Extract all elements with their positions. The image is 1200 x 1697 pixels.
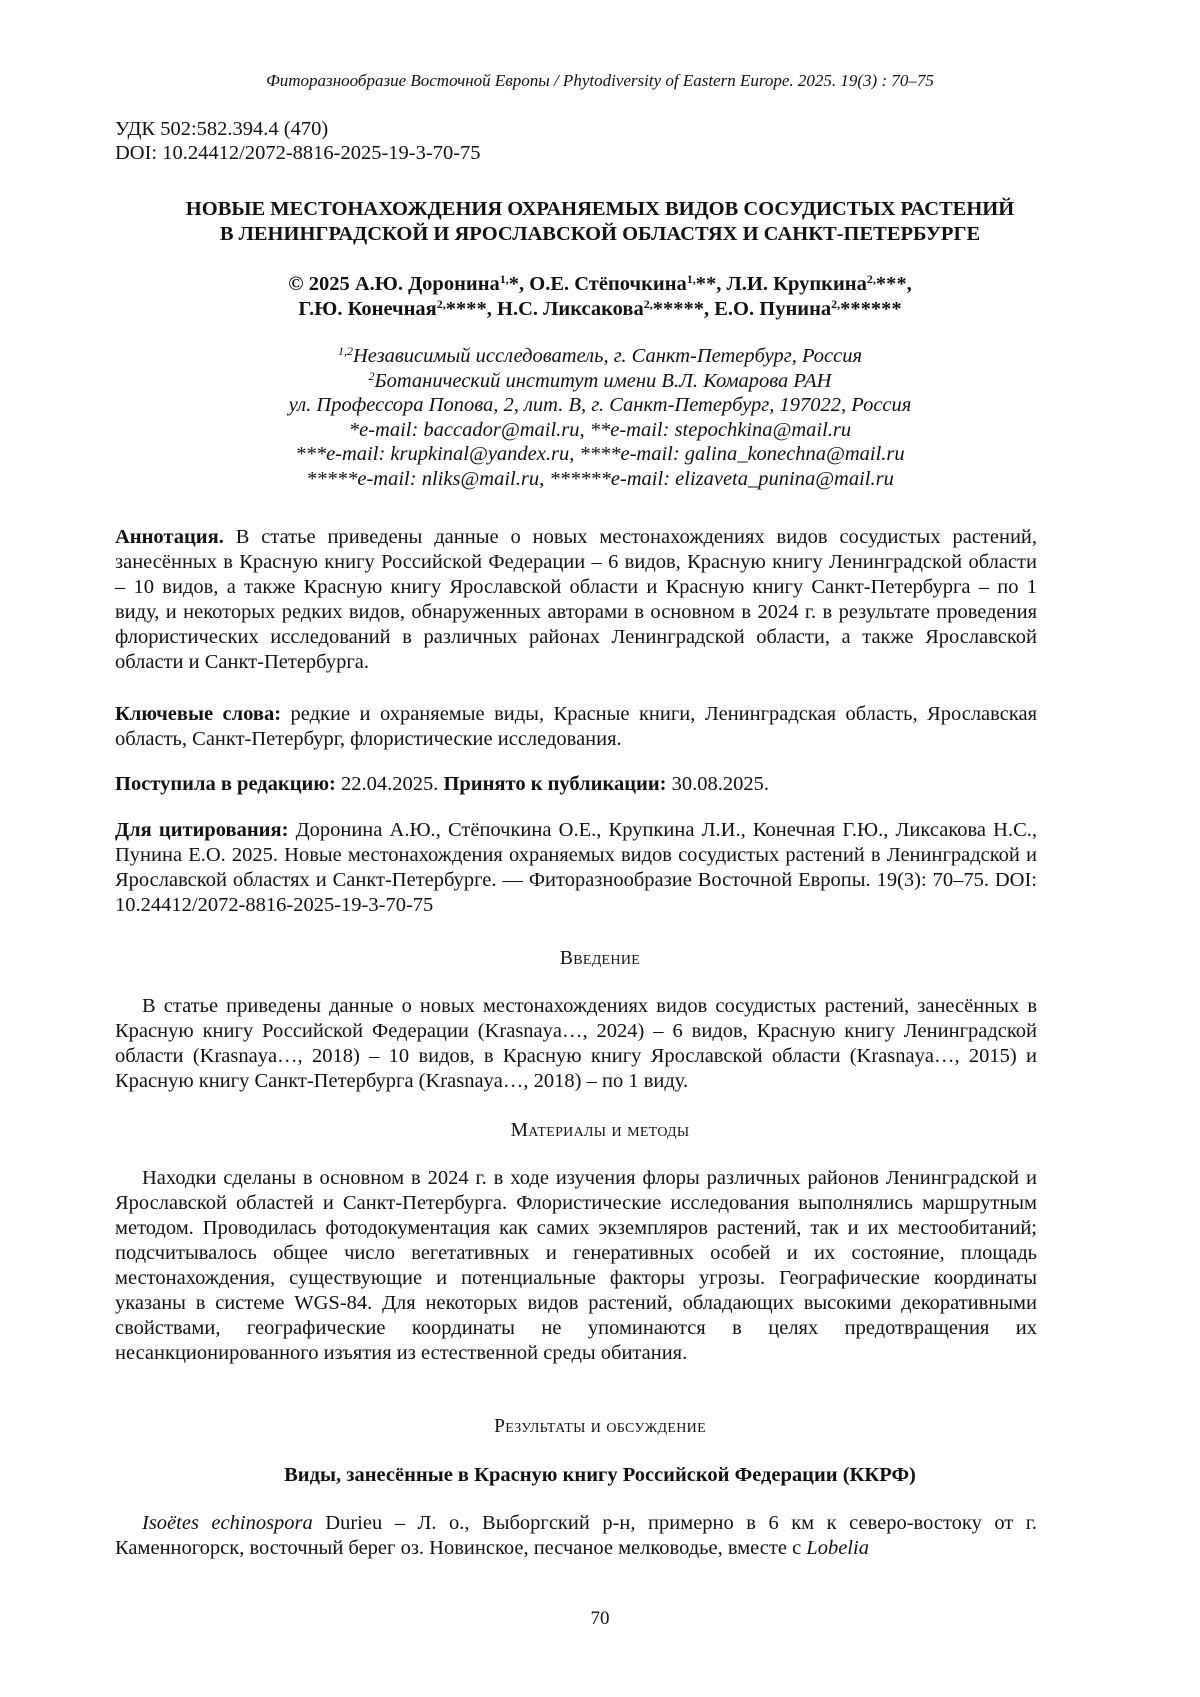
author-name: Г.Ю. Конечная [298, 298, 436, 320]
section-heading-methods: Материалы и методы [0, 1118, 1200, 1143]
email-line: *e-mail: baccador@mail.ru, **e-mail: stepochkina@mail.ru [80, 418, 1120, 443]
author-affil-sup: 2, [867, 272, 876, 286]
author-affil-sup: 2, [437, 297, 446, 311]
citation-text: Доронина А.Ю., Стёпочкина О.Е., Крупкина Л.И., Конечная Г.Ю., Ликсакова Н.С., Пунина Е.О. 2025. Новые местонахождения охраняемых видов сосудистых растений в Ленинградской и Ярославской областях и Санкт-Петербурге. — Фиторазнообразие Восточной Европы. 19(3): 70–75. DOI: 10.24412/2072-8816-2025-19-3-70-75 [115, 819, 1037, 916]
citation-label: Для цитирования: [115, 819, 288, 841]
received-date: 22.04.2025. [341, 773, 438, 795]
author-name: Л.И. Крупкина [721, 273, 866, 295]
author-affil-sup: 1, [687, 272, 696, 286]
affiliations [80, 344, 1120, 491]
email-line: ***e-mail: krupkinal@yandex.ru, ****e-mail: galina_konechna@mail.ru [80, 442, 1120, 467]
author-mark: ****, [446, 298, 492, 320]
intro-paragraph: В статье приведены данные о новых местонахождениях видов сосудистых растений, занесённых в Красную книгу Российской Федерации (Krasnaya…, 2024) – 6 видов, Красную книгу Ленинградской области (Krasnaya…, 2018) – 10 видов, в Красную книгу Ярославской области (Krasnaya…, 2015) и Красную книгу Санкт-Петербурга (Krasnaya…, 2018) – по 1 виду. [115, 994, 1037, 1094]
author-list [80, 272, 1120, 322]
species-name: Lobelia [806, 1537, 869, 1559]
author-mark: *, [509, 273, 524, 295]
page-number: 70 [0, 1606, 1200, 1631]
results-text: Durieu – Л. о., Выборгский р-н, примерно в 6 км к северо-востоку от г. Каменногорск, восточный берег оз. Новинское, песчаное мелководье, вместе с [115, 1512, 1037, 1559]
results-paragraph [115, 1511, 1037, 1561]
title-line-2: В ЛЕНИНГРАДСКОЙ И ЯРОСЛАВСКОЙ ОБЛАСТЯХ И САНКТ-ПЕТЕРБУРГЕ [80, 222, 1120, 247]
methods-paragraph: Находки сделаны в основном в 2024 г. в ходе изучения флоры различных районов Ленинградской и Ярославской областей и Санкт-Петербурга. Флористические исследования выполнялись маршрутным методом. Проводилась фотодокументация как самих экземпляров растений, так и их местообитаний; подсчитывалось общее число вегетативных и генеративных особей и их состояние, площадь местонахождения, существующие и потенциальные факторы угрозы. Географические координаты указаны в системе WGS-84. Для некоторых видов растений, обладающих высокими декоративными свойствами, географические координаты не упоминаются в целях предотвращения их несанкционированного изъятия из естественной среды обитания. [115, 1166, 1037, 1366]
accepted-label: Принято к публикации: [443, 773, 666, 795]
affiliation-line [80, 344, 1120, 369]
author-affil-sup: 2, [644, 297, 653, 311]
section-heading-results: Результаты и обсуждение [0, 1414, 1200, 1439]
title-line-1: НОВЫЕ МЕСТОНАХОЖДЕНИЯ ОХРАНЯЕМЫХ ВИДОВ СОСУДИСТЫХ РАСТЕНИЙ [80, 197, 1120, 222]
dates [115, 772, 1037, 797]
author-affil-sup: 2, [831, 297, 840, 311]
keywords [115, 702, 1037, 752]
author-affil-sup: 1, [500, 272, 509, 286]
journal-page [0, 0, 1200, 1697]
affiliation-sup: 1,2 [338, 344, 353, 358]
udk-line: УДК 502:582.394.4 (470) [115, 117, 1037, 142]
article-title [80, 197, 1120, 247]
keywords-text: редкие и охраняемые виды, Красные книги, Ленинградская область, Ярославская область, Санкт-Петербург, флористические исследования. [115, 703, 1037, 750]
citation [115, 818, 1037, 918]
email-line: *****e-mail: nliks@mail.ru, ******e-mail: elizaveta_punina@mail.ru [80, 467, 1120, 492]
abstract-label: Аннотация. [115, 526, 224, 548]
subsection-heading: Виды, занесённые в Красную книгу Российской Федерации (ККРФ) [0, 1463, 1200, 1488]
author-mark: *****, [653, 298, 709, 320]
author-name: Н.С. Ликсакова [492, 298, 644, 320]
author-line-1 [80, 272, 1120, 297]
keywords-label: Ключевые слова: [115, 703, 281, 725]
section-heading-intro: Введение [0, 946, 1200, 971]
accepted-date: 30.08.2025. [672, 773, 769, 795]
author-name: Е.О. Пунина [709, 298, 831, 320]
affiliation-sup: 2 [369, 369, 375, 383]
author-line-2 [80, 297, 1120, 322]
author-name: © 2025 А.Ю. Доронина [288, 273, 500, 295]
affiliation-text: Ботанический институт имени В.Л. Комарова РАН [375, 370, 832, 392]
affiliation-line [80, 369, 1120, 394]
author-mark: ****** [840, 298, 902, 320]
author-mark: **, [696, 273, 722, 295]
species-name: Isoëtes echinospora [142, 1512, 313, 1534]
doi-line: DOI: 10.24412/2072-8816-2025-19-3-70-75 [115, 141, 1037, 166]
author-name: О.Е. Стёпочкина [524, 273, 687, 295]
abstract [115, 525, 1037, 675]
running-header: Фиторазнообразие Восточной Европы / Phytodiversity of Eastern Europe. 2025. 19(3) : 70–75 [0, 70, 1200, 92]
author-mark: ***, [876, 273, 912, 295]
received-label: Поступила в редакцию: [115, 773, 336, 795]
address-line: ул. Профессора Попова, 2, лит. В, г. Санкт-Петербург, 197022, Россия [80, 393, 1120, 418]
abstract-text: В статье приведены данные о новых местонахождениях видов сосудистых растений, занесённых в Красную книгу Российской Федерации – 6 видов, Красную книгу Ленинградской области – 10 видов, а также Красную книгу Ярославской области и Красную книгу Санкт-Петербурга – по 1 виду, и некоторых редких видов, обнаруженных авторами в основном в 2024 г. в результате проведения флористических исследований в различных районах Ленинградской области, а также Ярославской области и Санкт-Петербурга. [115, 526, 1037, 673]
affiliation-text: Независимый исследователь, г. Санкт-Петербург, Россия [353, 345, 862, 367]
